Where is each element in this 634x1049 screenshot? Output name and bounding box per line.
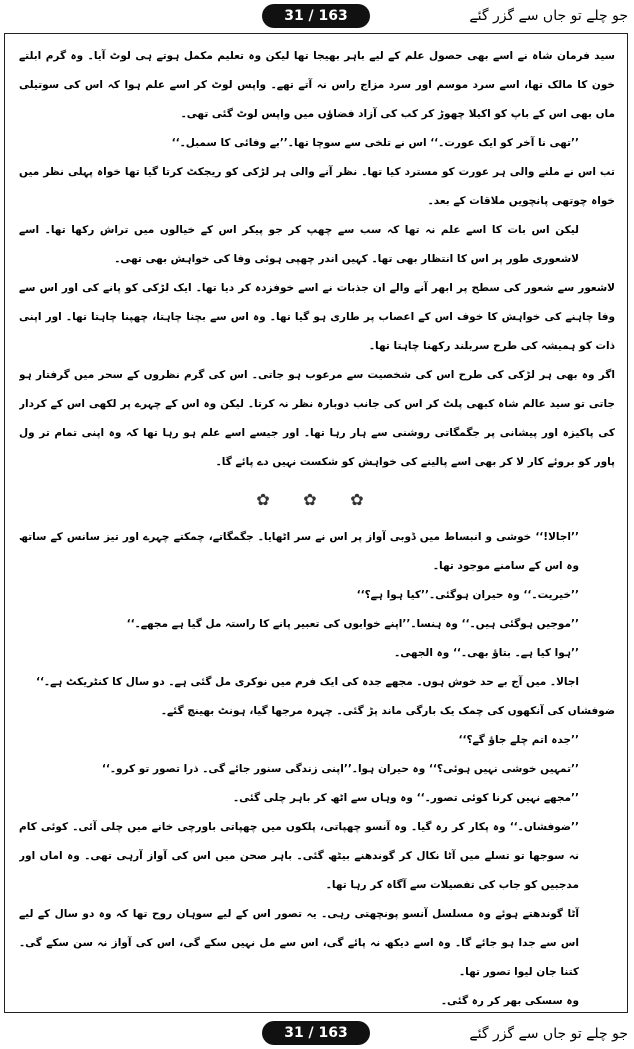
page-number-badge: 31 / 163	[262, 1021, 370, 1045]
flower-ornament-icon: ✿	[256, 490, 284, 509]
paragraph: تب اس نے ملنے والی ہر عورت کو مسترد کیا تھا۔ نظر آنے والی ہر لڑکی کو ریجکٹ کرتا گیا تھا خواہ پہلی نظر میں خواہ چوتھی پانچویں ملاقات کے بعد۔	[19, 166, 615, 207]
page-footer	[0, 1018, 634, 1048]
book-title: جو چلے تو جاں سے گزر گئے	[469, 8, 628, 24]
section-divider	[19, 477, 615, 523]
paragraph: ’’اجالا!‘‘ خوشی و انبساط میں ڈوبی آواز پر اس نے سر اٹھایا۔ جگمگاتے، چمکتے چہرے اور تیز سانس کے ساتھ وہ اس کے سامنے موجود تھا۔	[19, 531, 579, 572]
paragraph: ’’تمہیں خوشی نہیں ہوئی؟‘‘ وہ حیران ہوا۔’’اپنی زندگی سنور جائے گی۔ ذرا تصور تو کرو۔‘‘	[101, 763, 579, 775]
paragraph: وہ سسکی بھر کر رہ گئی۔	[440, 995, 579, 1007]
paragraph: اجالا۔ میں آج بے حد خوش ہوں۔ مجھے جدہ کی ایک فرم میں نوکری مل گئی ہے۔ دو سال کا کنٹریکٹ ہے۔‘‘	[35, 676, 579, 688]
page-number-badge: 31 / 163	[262, 4, 370, 28]
page-frame	[4, 33, 628, 1013]
paragraph: ’’موجیں ہوگئی ہیں۔‘‘ وہ ہنسا۔’’اپنے خوابوں کی تعبیر پانے کا راستہ مل گیا ہے مجھے۔‘‘	[126, 618, 579, 630]
paragraph: ’’ہوا کیا ہے۔ بتاؤ بھی۔‘‘ وہ الجھی۔	[394, 647, 579, 659]
story-text	[19, 42, 615, 1008]
book-title: جو چلے تو جاں سے گزر گئے	[469, 1026, 628, 1042]
paragraph: لاشعور سے شعور کی سطح پر ابھر آنے والے ان جذبات نے اسے خوفزدہ کر دیا تھا۔ ایک لڑکی کو پانے کی اور اس سے وفا چاہنے کی خواہش کا خوف اس کے اعصاب پر طاری ہو گیا تھا۔ وہ اس سے بچنا چاہتا، چھپنا چاہتا تھا۔ اور اپنی ذات کو ہمیشہ کی طرح سربلند رکھنا چاہتا تھا۔	[19, 282, 615, 352]
flower-ornament-icon: ✿	[350, 490, 378, 509]
paragraph: ’’جدہ اتم چلے جاؤ گے؟‘‘	[458, 734, 579, 746]
paragraph: لیکن اس بات کا اسے علم نہ تھا کہ سب سے چھپ کر جو پیکر اس کے خیالوں میں تراش رکھا تھا۔ اسے لاشعوری طور پر اس کا انتظار بھی تھا۔ کہیں اندر چھپی ہوئی وفا کی خواہش بھی تھی۔	[19, 224, 579, 265]
paragraph: ’’تھی نا آخر کو ایک عورت۔‘‘ اس نے تلخی سے سوچا تھا۔’’بے وفائی کا سمبل۔‘‘	[171, 137, 579, 149]
flower-ornament-icon: ✿	[303, 490, 331, 509]
paragraph: ضوفشاں کی آنکھوں کی چمک یک بارگی ماند پڑ گئی۔ چہرہ مرجھا گیا، ہونٹ بھینچ گئے۔	[160, 705, 615, 717]
paragraph: سید فرمان شاہ نے اسے بھی حصول علم کے لیے باہر بھیجا تھا لیکن وہ تعلیم مکمل ہوتے ہی لوٹ آیا۔ وہ گرم ابلتے خون کا مالک تھا، اسے سرد موسم اور سرد مزاج راس نہ آتے تھے۔ واپس لوٹ کر اسے علم ہوا کہ اس کی سوتیلی ماں بھی اس کے باپ کو اکیلا چھوڑ کر کب کی آزاد فضاؤں میں واپس لوٹ گئی تھی۔	[19, 50, 615, 120]
paragraph: ’’مجھے نہیں کرنا کوئی تصور۔‘‘ وہ وہاں سے اٹھ کر باہر چلی گئی۔	[232, 792, 579, 804]
page-header	[0, 0, 634, 30]
paragraph: آٹا گوندھتے ہوئے وہ مسلسل آنسو پونچھتی رہی۔ یہ تصور اس کے لیے سوہان روح تھا کہ وہ دو سال کے لیے اس سے جدا ہو جائے گا۔ وہ اسے دیکھ نہ پائے گی، اس سے مل نہیں سکے گی، اس کی آواز نہ سن سکے گی۔ کتنا جان لیوا تصور تھا۔	[19, 908, 579, 978]
paragraph: اگر وہ بھی ہر لڑکی کی طرح اس کی شخصیت سے مرعوب ہو جاتی۔ اس کی گرم نظروں کے سحر میں گرفتار ہو جاتی تو سید عالم شاہ کبھی پلٹ کر اس کی جانب دوبارہ نظر نہ کرتا۔ لیکن وہ اس کے چہرے پر لکھی اس کے کردار کی پاکیزہ اور پیشانی پر جگمگاتی روشنی سے ہار رہا تھا۔ اور جیسے اسے علم ہو رہا تھا کہ وہ اپنی تمام تر ول پاور کو بروئے کار لا کر بھی اسے پالینے کی خواہش کو شکست نہیں دے پائے گا۔	[19, 369, 615, 468]
paragraph: ’’خیریت۔‘‘ وہ حیران ہوگئی۔’’کیا ہوا ہے؟‘‘	[356, 589, 579, 601]
paragraph: ’’ضوفشاں۔‘‘ وہ پکار کر رہ گیا۔ وہ آنسو چھپاتی، پلکوں میں چھپاتی باورچی خانے میں چلی آئی۔ کوئی کام نہ سوجھا تو تسلے میں آٹا نکال کر گوندھنے بیٹھ گئی۔ باہر صحن میں اس کی آواز آرہی تھی۔ وہ اماں اور مدجبیں کو جاب کی تفصیلات سے آگاہ کر رہا تھا۔	[19, 821, 579, 891]
